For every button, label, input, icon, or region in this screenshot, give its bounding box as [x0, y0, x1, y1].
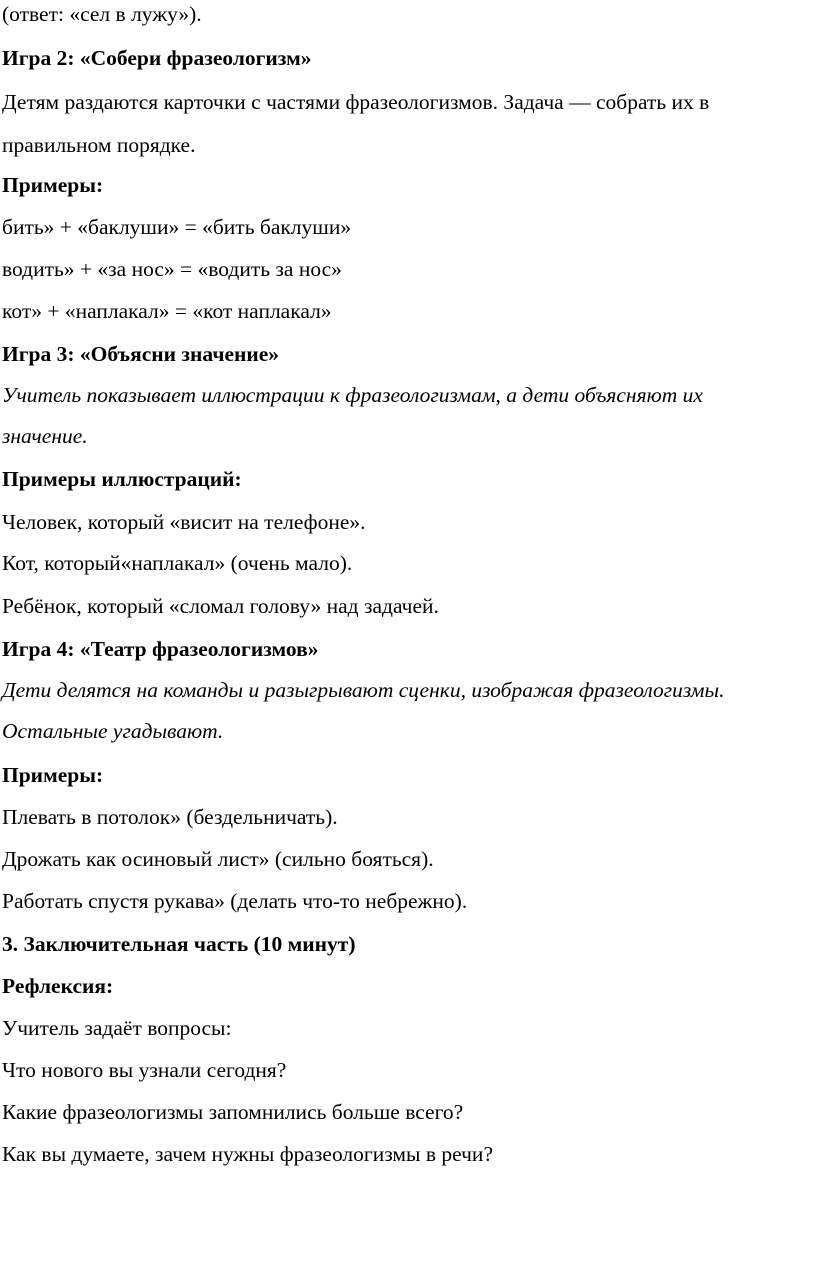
example-item: кот» + «наплакал» = «кот наплакал» [2, 299, 332, 323]
example-item: Плевать в потолок» (бездельничать). [2, 805, 338, 829]
illustration-item: Ребёнок, который «сломал голову» над задачей. [2, 594, 439, 618]
question-item: Что нового вы узнали сегодня? [2, 1058, 287, 1082]
teacher-questions-intro: Учитель задаёт вопросы: [2, 1016, 232, 1040]
game-3-heading: Игра 3: «Объясни значение» [2, 342, 280, 366]
game-2-description-line-2: правильном порядке. [2, 133, 196, 157]
answer-line: (ответ: «сел в лужу»). [2, 2, 202, 26]
reflection-heading: Рефлексия: [2, 974, 114, 998]
game-2-description-line-1: Детям раздаются карточки с частями фразеологизмов. Задача — собрать их в [2, 90, 710, 114]
examples-heading-2: Примеры: [2, 763, 104, 787]
example-item: Работать спустя рукава» (делать что-то небрежно). [2, 889, 468, 913]
question-item: Какие фразеологизмы запомнились больше всего? [2, 1100, 464, 1124]
illustrations-heading: Примеры иллюстраций: [2, 467, 242, 491]
game-4-description-line-1: Дети делятся на команды и разыгрывают сценки, изображая фразеологизмы. [2, 678, 725, 702]
illustration-item: Человек, который «висит на телефоне». [2, 510, 366, 534]
question-item: Как вы думаете, зачем нужны фразеологизмы в речи? [2, 1142, 493, 1166]
game-4-heading: Игра 4: «Театр фразеологизмов» [2, 637, 319, 661]
final-part-heading: 3. Заключительная часть (10 минут) [2, 932, 356, 956]
example-item: водить» + «за нос» = «водить за нос» [2, 257, 342, 281]
game-3-description-line-1: Учитель показывает иллюстрации к фразеологизмам, а дети объясняют их [2, 383, 703, 407]
illustration-item: Кот, который«наплакал» (очень мало). [2, 551, 353, 575]
example-item: бить» + «баклуши» = «бить баклуши» [2, 215, 352, 239]
game-4-description-line-2: Остальные угадывают. [2, 719, 224, 743]
game-3-description-line-2: значение. [2, 424, 88, 448]
example-item: Дрожать как осиновый лист» (сильно бояться). [2, 847, 434, 871]
game-2-heading: Игра 2: «Собери фразеологизм» [2, 46, 312, 70]
examples-heading: Примеры: [2, 173, 104, 197]
